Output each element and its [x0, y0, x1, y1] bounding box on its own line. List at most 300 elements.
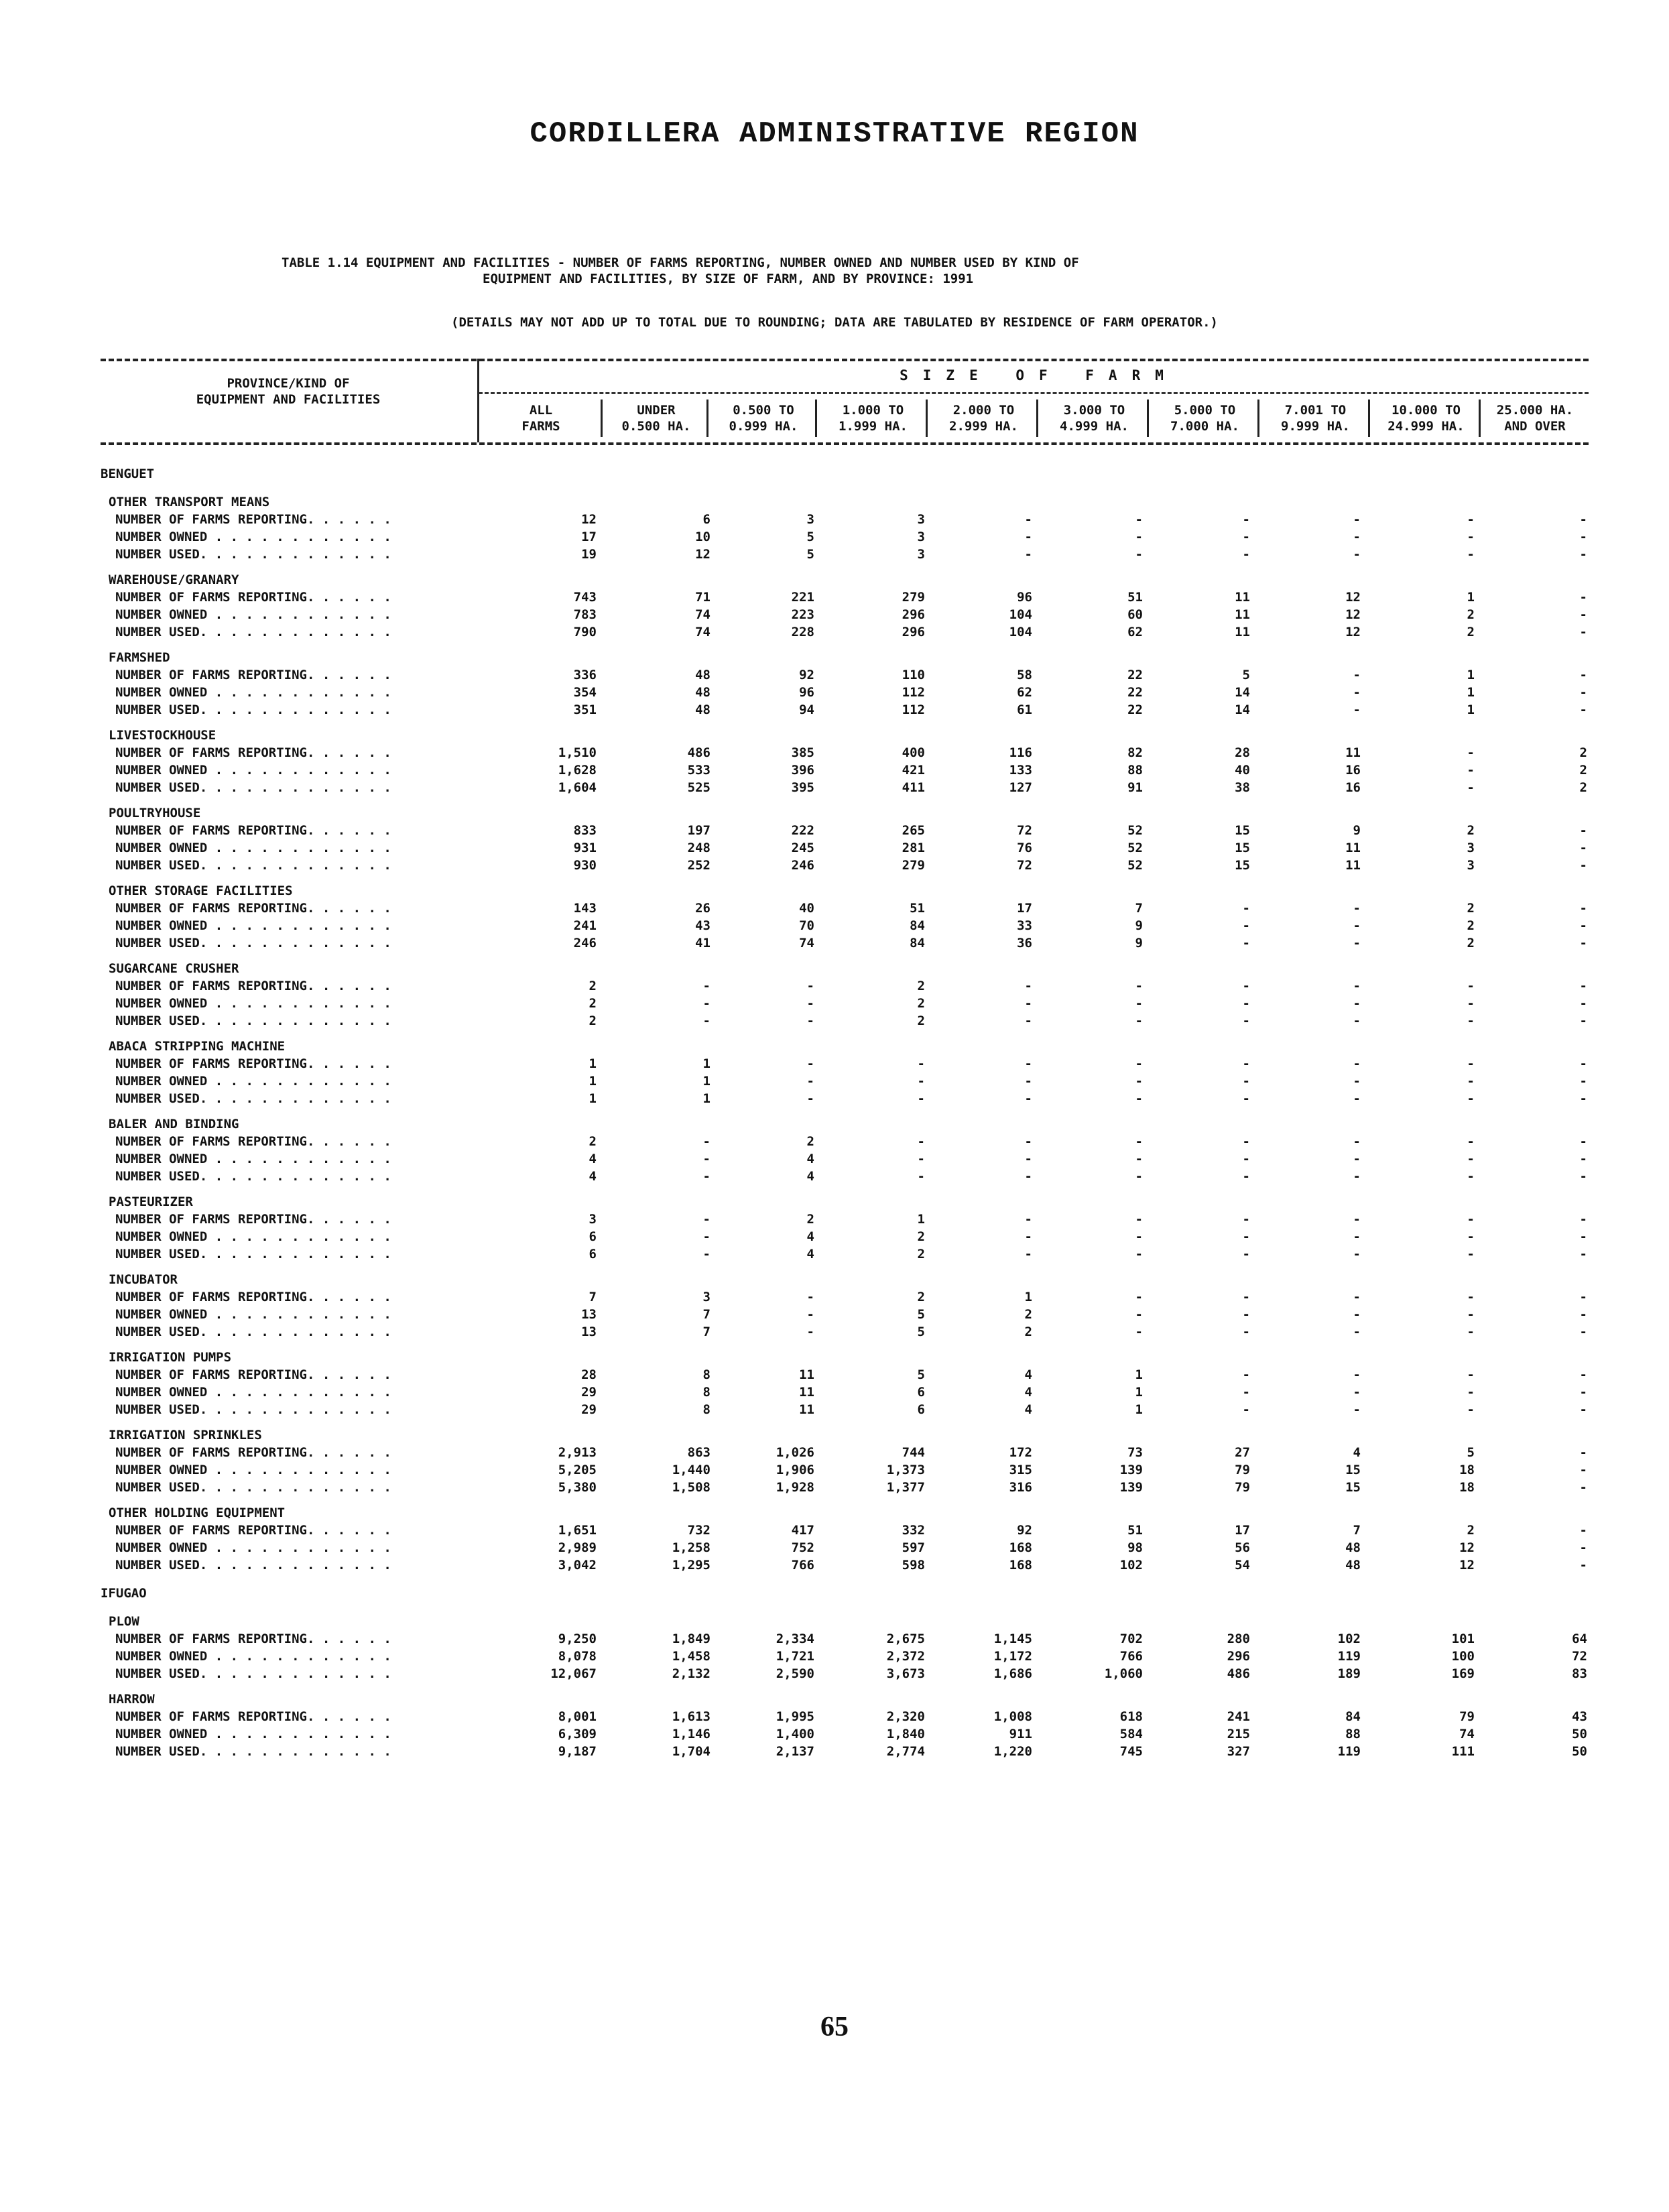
- column-separator: [1147, 400, 1149, 437]
- table-cell: 2: [589, 1013, 597, 1028]
- table-cell: 143: [573, 901, 597, 916]
- table-cell: 228: [791, 625, 814, 639]
- table-cell: -: [1579, 1367, 1587, 1382]
- table-cell: 1,220: [993, 1744, 1032, 1759]
- equipment-name: PASTEURIZER: [109, 1194, 193, 1209]
- table-cell: 11: [1235, 625, 1250, 639]
- table-cell: 72: [1572, 1649, 1587, 1664]
- table-cell: 1,849: [672, 1632, 710, 1646]
- table-cell: 8: [702, 1385, 710, 1400]
- table-cell: 62: [1017, 685, 1032, 700]
- column-header-line1: UNDER: [637, 403, 676, 418]
- table-cell: 4: [1024, 1367, 1032, 1382]
- table-cell: 43: [695, 918, 710, 933]
- table-cell: 29: [581, 1402, 597, 1417]
- table-cell: 168: [1009, 1558, 1032, 1573]
- table-cell: 74: [1459, 1727, 1475, 1741]
- table-row: [101, 1323, 1589, 1341]
- table-row: [101, 1306, 1589, 1323]
- table-cell: 43: [1572, 1709, 1587, 1724]
- table-cell: 96: [1017, 590, 1032, 605]
- row-label: NUMBER OWNED . . . . . . . . . . . .: [115, 763, 391, 778]
- table-cell: 40: [1235, 763, 1250, 778]
- table-cell: 82: [1127, 745, 1143, 760]
- table-row: [101, 900, 1589, 917]
- table-row: [101, 684, 1589, 701]
- row-label: NUMBER USED. . . . . . . . . . . . .: [115, 1169, 391, 1184]
- table-cell: -: [1579, 1463, 1587, 1477]
- table-cell: 56: [1235, 1540, 1250, 1555]
- table-cell: 17: [1235, 1523, 1250, 1538]
- table-cell: -: [1467, 1169, 1475, 1184]
- table-cell: 76: [1017, 841, 1032, 855]
- table-cell: 9,250: [558, 1632, 597, 1646]
- row-label: NUMBER OF FARMS REPORTING. . . . . .: [115, 823, 391, 838]
- table-row: [101, 1288, 1589, 1306]
- column-header: [603, 402, 709, 434]
- table-cell: 72: [1017, 823, 1032, 838]
- table-cell: 790: [573, 625, 597, 639]
- table-cell: 1,295: [672, 1558, 710, 1573]
- table-cell: -: [917, 1074, 925, 1089]
- province-name: BENGUET: [101, 467, 155, 481]
- province-name: IFUGAO: [101, 1586, 147, 1601]
- table-cell: -: [1579, 901, 1587, 916]
- row-label: NUMBER USED. . . . . . . . . . . . .: [115, 1402, 391, 1417]
- table-cell: 1,928: [776, 1480, 814, 1495]
- table-cell: -: [1024, 1247, 1032, 1262]
- table-cell: 92: [799, 668, 814, 682]
- table-cell: 1: [702, 1074, 710, 1089]
- table-cell: -: [1353, 1385, 1361, 1400]
- table-cell: 18: [1459, 1480, 1475, 1495]
- table-cell: 16: [1345, 780, 1361, 795]
- table-cell: -: [1242, 1169, 1250, 1184]
- table-cell: -: [1353, 1152, 1361, 1166]
- table-cell: 3,042: [558, 1558, 597, 1573]
- table-row: [101, 1168, 1589, 1185]
- column-separator: [601, 400, 603, 437]
- table-cell: 1: [589, 1056, 597, 1071]
- table-cell: -: [1024, 512, 1032, 527]
- table-cell: 7: [702, 1325, 710, 1339]
- table-cell: 1: [1467, 668, 1475, 682]
- table-cell: 1: [1135, 1385, 1143, 1400]
- table-row: [101, 1665, 1589, 1682]
- equipment-name: SUGARCANE CRUSHER: [109, 961, 239, 976]
- table-cell: 766: [791, 1558, 814, 1573]
- table-cell: -: [1353, 512, 1361, 527]
- table-cell: 12: [1345, 590, 1361, 605]
- table-cell: -: [1467, 1367, 1475, 1382]
- row-label: NUMBER OWNED . . . . . . . . . . . .: [115, 918, 391, 933]
- table-cell: 766: [1119, 1649, 1143, 1664]
- table-cell: -: [1024, 1152, 1032, 1166]
- table-cell: -: [1353, 1091, 1361, 1106]
- row-label: NUMBER OWNED . . . . . . . . . . . .: [115, 1152, 391, 1166]
- table-cell: 12: [1345, 607, 1361, 622]
- table-cell: 4: [806, 1229, 814, 1244]
- table-cell: 1: [589, 1074, 597, 1089]
- table-cell: -: [702, 1212, 710, 1227]
- table-cell: 1,400: [776, 1727, 814, 1741]
- table-cell: 172: [1009, 1445, 1032, 1460]
- column-separator: [815, 400, 817, 437]
- equipment-group: [101, 727, 1589, 796]
- table-cell: 279: [902, 590, 925, 605]
- table-cell: 1: [589, 1091, 597, 1106]
- table-cell: -: [1579, 1290, 1587, 1304]
- table-cell: 29: [581, 1385, 597, 1400]
- table-cell: 4: [806, 1247, 814, 1262]
- row-label: NUMBER OF FARMS REPORTING. . . . . .: [115, 1445, 391, 1460]
- table-cell: 4: [1353, 1445, 1361, 1460]
- table-cell: 4: [589, 1152, 597, 1166]
- table-cell: 1,060: [1104, 1666, 1143, 1681]
- table-cell: 8,078: [558, 1649, 597, 1664]
- table-cell: 79: [1235, 1480, 1250, 1495]
- table-cell: 246: [573, 936, 597, 950]
- table-cell: -: [806, 1091, 814, 1106]
- table-row: [101, 1012, 1589, 1030]
- table-row: [101, 822, 1589, 839]
- table-cell: -: [1242, 512, 1250, 527]
- row-label: NUMBER OF FARMS REPORTING. . . . . .: [115, 590, 391, 605]
- table-cell: -: [1024, 1212, 1032, 1227]
- table-cell: 52: [1127, 858, 1143, 873]
- row-label: NUMBER OF FARMS REPORTING. . . . . .: [115, 1056, 391, 1071]
- table-cell: -: [1579, 1152, 1587, 1166]
- table-cell: 22: [1127, 668, 1143, 682]
- equipment-name: INCUBATOR: [109, 1272, 178, 1287]
- table-cell: 6: [917, 1385, 925, 1400]
- table-cell: 351: [573, 702, 597, 717]
- table-cell: 102: [1119, 1558, 1143, 1573]
- table-cell: 1: [1467, 702, 1475, 717]
- column-header-line1: ALL: [529, 403, 553, 418]
- table-cell: -: [1467, 780, 1475, 795]
- table-cell: -: [1353, 979, 1361, 993]
- table-row: [101, 1648, 1589, 1665]
- table-title-line1: TABLE 1.14 EQUIPMENT AND FACILITIES - NUMBER OF FARMS REPORTING, NUMBER OWNED AND NUMBER USED BY KIND OF: [282, 255, 1079, 270]
- table-cell: 11: [799, 1402, 814, 1417]
- table-cell: 411: [902, 780, 925, 795]
- table-cell: 84: [910, 918, 925, 933]
- column-separator: [1368, 400, 1370, 437]
- header-stub: [101, 375, 476, 408]
- table-cell: -: [1242, 1385, 1250, 1400]
- table-cell: -: [1467, 763, 1475, 778]
- table-cell: 12: [581, 512, 597, 527]
- table-cell: 2: [1467, 607, 1475, 622]
- table-cell: 74: [695, 625, 710, 639]
- table-cell: -: [1242, 996, 1250, 1011]
- column-header-line1: 25.000 HA.: [1496, 403, 1574, 418]
- table-row: [101, 623, 1589, 641]
- table-cell: -: [1135, 1229, 1143, 1244]
- table-cell: 702: [1119, 1632, 1143, 1646]
- table-cell: 51: [1127, 590, 1143, 605]
- table-cell: 5,205: [558, 1463, 597, 1477]
- table-cell: 598: [902, 1558, 925, 1573]
- table-cell: -: [1579, 685, 1587, 700]
- column-header: [1260, 402, 1371, 434]
- table-cell: -: [1353, 1229, 1361, 1244]
- table-cell: 1,721: [776, 1649, 814, 1664]
- table-row: [101, 546, 1589, 563]
- column-header-line2: 1.999 HA.: [839, 419, 908, 434]
- table-cell: -: [917, 1134, 925, 1149]
- table-cell: 72: [1017, 858, 1032, 873]
- table-row: [101, 934, 1589, 952]
- details-note: (DETAILS MAY NOT ADD UP TO TOTAL DUE TO ROUNDING; DATA ARE TABULATED BY RESIDENCE OF FARM OPERATOR.): [451, 315, 1218, 330]
- table-cell: -: [1024, 1091, 1032, 1106]
- table-row: [101, 1522, 1589, 1539]
- table-cell: -: [1467, 1229, 1475, 1244]
- table-cell: 1,373: [886, 1463, 925, 1477]
- column-header-line1: 3.000 TO: [1063, 403, 1125, 418]
- row-label: NUMBER OWNED . . . . . . . . . . . .: [115, 841, 391, 855]
- row-label: NUMBER OWNED . . . . . . . . . . . .: [115, 607, 391, 622]
- table-cell: -: [1353, 530, 1361, 544]
- table-cell: 215: [1227, 1727, 1250, 1741]
- table-cell: -: [1135, 512, 1143, 527]
- table-cell: -: [1353, 1056, 1361, 1071]
- top-rule: [101, 359, 1589, 361]
- table-cell: -: [1467, 1325, 1475, 1339]
- table-cell: 744: [902, 1445, 925, 1460]
- table-cell: 62: [1127, 625, 1143, 639]
- table-cell: 104: [1009, 625, 1032, 639]
- table-cell: -: [1024, 1013, 1032, 1028]
- table-cell: 241: [1227, 1709, 1250, 1724]
- table-cell: -: [1353, 1074, 1361, 1089]
- table-cell: 15: [1235, 858, 1250, 873]
- table-cell: -: [1579, 530, 1587, 544]
- table-cell: 1,458: [672, 1649, 710, 1664]
- row-label: NUMBER OWNED . . . . . . . . . . . .: [115, 1727, 391, 1741]
- table-cell: 6,309: [558, 1727, 597, 1741]
- row-label: NUMBER USED. . . . . . . . . . . . .: [115, 1013, 391, 1028]
- table-cell: -: [1353, 1013, 1361, 1028]
- table-cell: 1,008: [993, 1709, 1032, 1724]
- table-cell: 533: [687, 763, 710, 778]
- row-label: NUMBER USED. . . . . . . . . . . . .: [115, 936, 391, 950]
- table-cell: 13: [581, 1307, 597, 1322]
- table-cell: 752: [791, 1540, 814, 1555]
- table-cell: 421: [902, 763, 925, 778]
- table-cell: -: [1135, 1091, 1143, 1106]
- table-cell: 84: [910, 936, 925, 950]
- table-cell: 51: [910, 901, 925, 916]
- table-cell: -: [1353, 1134, 1361, 1149]
- table-cell: -: [917, 1169, 925, 1184]
- table-row: [101, 1211, 1589, 1228]
- table-cell: 15: [1235, 841, 1250, 855]
- table-row: [101, 761, 1589, 779]
- row-label: NUMBER OWNED . . . . . . . . . . . .: [115, 1074, 391, 1089]
- row-label: NUMBER USED. . . . . . . . . . . . .: [115, 858, 391, 873]
- table-cell: -: [1353, 1212, 1361, 1227]
- table-cell: 11: [1345, 858, 1361, 873]
- equipment-group: [101, 1613, 1589, 1682]
- row-label: NUMBER USED. . . . . . . . . . . . .: [115, 1558, 391, 1573]
- table-cell: -: [1242, 1056, 1250, 1071]
- table-cell: 327: [1227, 1744, 1250, 1759]
- table-cell: 8: [702, 1402, 710, 1417]
- table-cell: -: [1579, 1212, 1587, 1227]
- table-cell: 83: [1572, 1666, 1587, 1681]
- table-cell: 1: [1135, 1367, 1143, 1382]
- table-cell: 3: [1467, 841, 1475, 855]
- table-cell: -: [1467, 1013, 1475, 1028]
- table-cell: -: [1353, 1307, 1361, 1322]
- table-row: [101, 1479, 1589, 1496]
- table-row: [101, 1401, 1589, 1418]
- table-cell: 1: [702, 1056, 710, 1071]
- table-cell: -: [1353, 668, 1361, 682]
- table-cell: 127: [1009, 780, 1032, 795]
- equipment-name: POULTRYHOUSE: [109, 806, 201, 820]
- table-cell: 101: [1451, 1632, 1475, 1646]
- equipment-name: HARROW: [109, 1692, 155, 1707]
- table-cell: 64: [1572, 1632, 1587, 1646]
- table-cell: 486: [687, 745, 710, 760]
- table-cell: 84: [1345, 1709, 1361, 1724]
- table-row: [101, 1055, 1589, 1072]
- table-cell: 8,001: [558, 1709, 597, 1724]
- table-cell: 5: [917, 1325, 925, 1339]
- table-cell: 584: [1119, 1727, 1143, 1741]
- table-cell: -: [1467, 512, 1475, 527]
- table-cell: -: [702, 1013, 710, 1028]
- table-row: [101, 917, 1589, 934]
- table-cell: 92: [1017, 1523, 1032, 1538]
- table-cell: -: [806, 1307, 814, 1322]
- table-cell: -: [1024, 1074, 1032, 1089]
- table-cell: -: [702, 996, 710, 1011]
- table-cell: -: [1242, 979, 1250, 993]
- table-cell: 1,704: [672, 1744, 710, 1759]
- table-cell: -: [1579, 1325, 1587, 1339]
- table-body: [101, 463, 1589, 1760]
- table-cell: 597: [902, 1540, 925, 1555]
- table-cell: 73: [1127, 1445, 1143, 1460]
- table-cell: 7: [1135, 901, 1143, 916]
- table-cell: 2,132: [672, 1666, 710, 1681]
- row-label: NUMBER OWNED . . . . . . . . . . . .: [115, 1307, 391, 1322]
- column-separator: [706, 400, 708, 437]
- table-cell: -: [1353, 1402, 1361, 1417]
- column-separator: [1036, 400, 1038, 437]
- row-label: NUMBER OF FARMS REPORTING. . . . . .: [115, 1632, 391, 1646]
- table-cell: -: [1353, 1367, 1361, 1382]
- table-cell: 96: [799, 685, 814, 700]
- table-cell: 18: [1459, 1463, 1475, 1477]
- table-row: [101, 1556, 1589, 1574]
- table-cell: 2,989: [558, 1540, 597, 1555]
- row-label: NUMBER USED. . . . . . . . . . . . .: [115, 780, 391, 795]
- table-cell: -: [1353, 996, 1361, 1011]
- table-cell: 354: [573, 685, 597, 700]
- table-cell: 48: [695, 668, 710, 682]
- table-cell: 745: [1119, 1744, 1143, 1759]
- table-cell: 133: [1009, 763, 1032, 778]
- table-cell: -: [1579, 1247, 1587, 1262]
- table-row: [101, 666, 1589, 684]
- table-cell: 911: [1009, 1727, 1032, 1741]
- table-cell: -: [1579, 1558, 1587, 1573]
- table-cell: -: [1242, 1074, 1250, 1089]
- header-stub-line2: EQUIPMENT AND FACILITIES: [196, 392, 381, 407]
- table-cell: 2: [917, 979, 925, 993]
- table-cell: -: [917, 1091, 925, 1106]
- table-cell: 54: [1235, 1558, 1250, 1573]
- table-row: [101, 589, 1589, 606]
- table-cell: 1: [702, 1091, 710, 1106]
- table-cell: 2: [1579, 780, 1587, 795]
- table-cell: 7: [1353, 1523, 1361, 1538]
- table-cell: 3: [917, 512, 925, 527]
- equipment-group: [101, 1426, 1589, 1496]
- table-cell: 12,067: [550, 1666, 597, 1681]
- table-cell: -: [1467, 1056, 1475, 1071]
- table-cell: -: [1024, 1229, 1032, 1244]
- table-cell: -: [1467, 547, 1475, 562]
- table-cell: -: [1135, 1212, 1143, 1227]
- table-cell: 15: [1345, 1463, 1361, 1477]
- table-cell: -: [1579, 1523, 1587, 1538]
- table-cell: -: [1135, 1307, 1143, 1322]
- equipment-name: BALER AND BINDING: [109, 1117, 239, 1131]
- table-cell: 2: [1467, 625, 1475, 639]
- table-cell: -: [1135, 1074, 1143, 1089]
- row-label: NUMBER OWNED . . . . . . . . . . . .: [115, 1463, 391, 1477]
- column-header-line2: 0.999 HA.: [729, 419, 798, 434]
- region-title: CORDILLERA ADMINISTRATIVE REGION: [530, 117, 1139, 151]
- row-label: NUMBER OWNED . . . . . . . . . . . .: [115, 530, 391, 544]
- equipment-group: [101, 804, 1589, 874]
- equipment-name: ABACA STRIPPING MACHINE: [109, 1039, 286, 1054]
- table-cell: -: [1579, 607, 1587, 622]
- row-label: NUMBER OWNED . . . . . . . . . . . .: [115, 1385, 391, 1400]
- column-header-line2: 2.999 HA.: [949, 419, 1018, 434]
- table-cell: 252: [687, 858, 710, 873]
- table-cell: -: [1135, 1013, 1143, 1028]
- column-header-line2: AND OVER: [1504, 419, 1566, 434]
- table-cell: 1,145: [993, 1632, 1032, 1646]
- column-header-line1: 7.001 TO: [1284, 403, 1347, 418]
- table-cell: 2,913: [558, 1445, 597, 1460]
- table-cell: 248: [687, 841, 710, 855]
- table-cell: -: [1579, 979, 1587, 993]
- row-label: NUMBER OF FARMS REPORTING. . . . . .: [115, 512, 391, 527]
- table-cell: 16: [1345, 763, 1361, 778]
- row-label: NUMBER OF FARMS REPORTING. . . . . .: [115, 979, 391, 993]
- table-cell: 3: [806, 512, 814, 527]
- table-cell: 58: [1017, 668, 1032, 682]
- table-cell: 52: [1127, 841, 1143, 855]
- equipment-group: [101, 1691, 1589, 1760]
- table-cell: 4: [806, 1152, 814, 1166]
- column-header: [1039, 402, 1150, 434]
- row-label: NUMBER USED. . . . . . . . . . . . .: [115, 547, 391, 562]
- table-cell: -: [1467, 530, 1475, 544]
- table-cell: -: [1467, 1152, 1475, 1166]
- table-cell: 17: [581, 530, 597, 544]
- table-cell: 1: [1024, 1290, 1032, 1304]
- table-cell: 1,377: [886, 1480, 925, 1495]
